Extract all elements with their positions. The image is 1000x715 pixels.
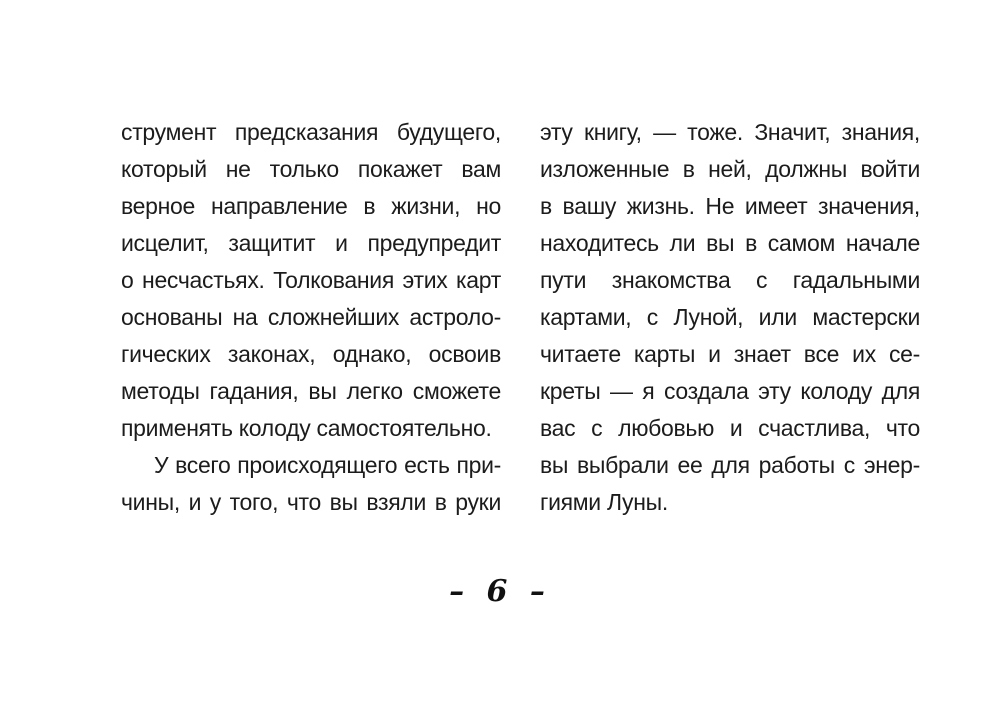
text-line: в вашу жизнь. Не имеет значения, <box>540 193 920 219</box>
paragraph-end-line: применять колоду самостоятельно. <box>121 415 492 441</box>
paragraph-start-line: У всего происходящего есть при- <box>154 452 501 478</box>
text-line: основаны на сложнейших астроло- <box>121 304 501 330</box>
text-line: который не только покажет вам <box>121 156 501 182</box>
page-number: – 6 – <box>449 574 551 609</box>
text-line: креты — я создала эту колоду для <box>540 378 920 404</box>
text-line: гических законах, однако, освоив <box>121 341 501 367</box>
text-line: читаете карты и знает все их се- <box>540 341 920 367</box>
right-text-column <box>540 114 920 521</box>
text-line: чины, и у того, что вы взяли в руки <box>121 489 501 515</box>
left-text-column <box>121 114 501 521</box>
text-line: вас с любовью и счастлива, что <box>540 415 920 441</box>
text-line: эту книгу, — тоже. Значит, знания, <box>540 119 920 145</box>
text-line: находитесь ли вы в самом начале <box>540 230 920 256</box>
text-line: исцелит, защитит и предупредит <box>121 230 501 256</box>
text-line: методы гадания, вы легко сможете <box>121 378 501 404</box>
text-line: верное направление в жизни, но <box>121 193 501 219</box>
text-line: вы выбрали ее для работы с энер- <box>540 452 920 478</box>
text-line: картами, с Луной, или мастерски <box>540 304 920 330</box>
text-line: струмент предсказания будущего, <box>121 119 501 145</box>
text-line: пути знакомства с гадальными <box>540 267 920 293</box>
text-line: изложенные в ней, должны войти <box>540 156 920 182</box>
text-line: о несчастьях. Толкования этих карт <box>121 267 501 293</box>
paragraph-end-line: гиями Луны. <box>540 489 668 515</box>
